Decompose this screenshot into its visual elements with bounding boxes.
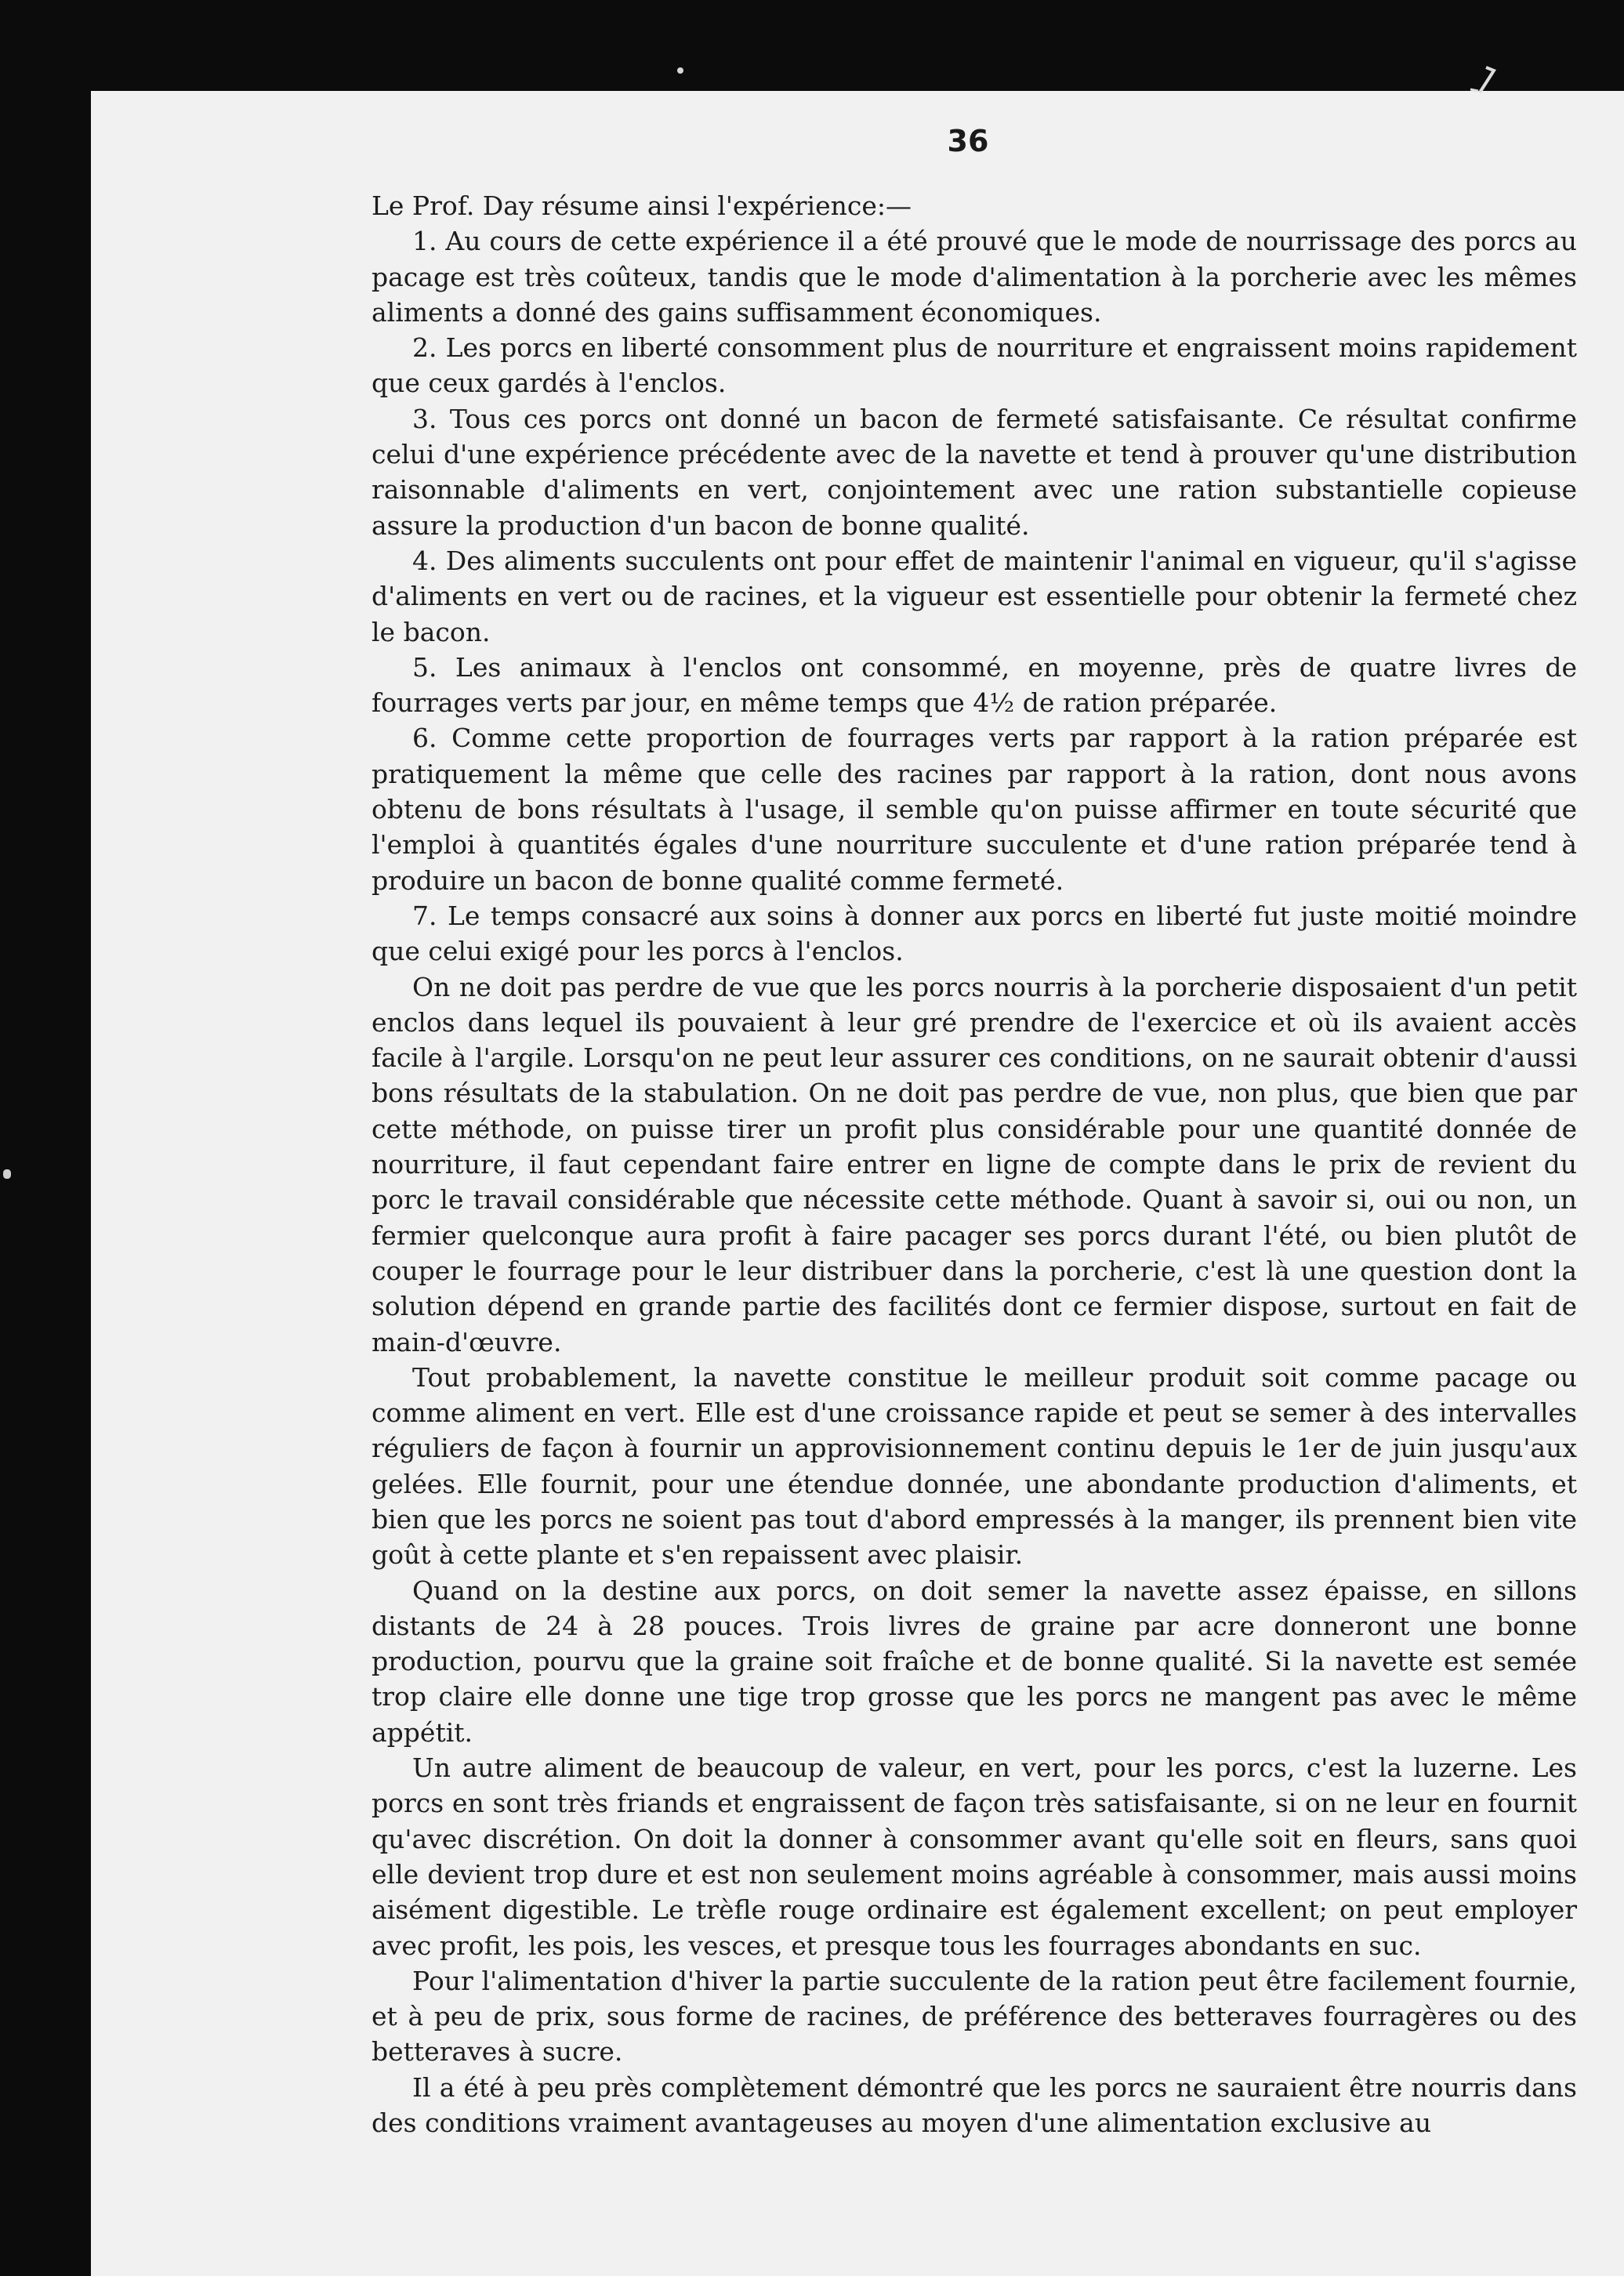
page-number: 36: [947, 124, 989, 158]
numbered-point: 6. Comme cette proportion de fourrages verts par rapport à la ration préparée est pratiquement la même que celle des racines par rapport à la ration, dont nous avons obtenu de bons résultats à l'usage, il semble qu'on puisse affirmer en toute sécurité que l'emploi à quantités égales d'une nourriture succulente et d'une ration préparée tend à produire un bacon de bonne qualité comme fermeté.: [372, 723, 1577, 896]
body-paragraph: Il a été à peu près complètement démontré que les porcs ne sauraient être nourris dans des conditions vraiment avantageuses au moyen d'une alimentation exclusive au: [372, 2071, 1577, 2139]
numbered-point: 3. Tous ces porcs ont donné un bacon de fermeté satisfaisante. Ce résultat confirme celui d'une expérience précédente avec de la navette et tend à prouver qu'une distribution raisonnable d'aliments en vert, conjointement avec une ration substantielle copieuse assure la production d'un bacon de bonne qualité.: [372, 403, 1577, 541]
intro-line: Le Prof. Day résume ainsi l'expérience:—: [372, 190, 912, 221]
scan-edge-speck: [3, 1169, 11, 1179]
body-paragraph: Tout probablement, la navette constitue le meilleur produit soit comme pacage ou comme aliment en vert. Elle est d'une croissance rapide et peut se semer à des intervalles réguliers de façon à fournir un approvisionnement continu depuis le 1er de juin jusqu'aux gelées. Elle fournit, pour une étendue donnée, une abondante production d'aliments, et bien que les porcs ne soient pas tout d'abord empressés à la manger, ils prennent bien vite goût à cette plante et s'en repaissent avec plaisir.: [372, 1361, 1577, 1571]
body-paragraph: Pour l'alimentation d'hiver la partie succulente de la ration peut être facilement fournie, et à peu de prix, sous forme de racines, de préférence des betteraves fourragères ou des betteraves à sucre.: [372, 1965, 1577, 2068]
numbered-point: 7. Le temps consacré aux soins à donner aux porcs en liberté fut juste moitié moindre que celui exigé pour les porcs à l'enclos.: [372, 900, 1577, 967]
page-text: [372, 188, 1577, 2140]
numbered-point: 2. Les porcs en liberté consomment plus de nourriture et engraissent moins rapidement que ceux gardés à l'enclos.: [372, 332, 1577, 399]
scan-speck: [677, 67, 683, 74]
body-paragraph: Quand on la destine aux porcs, on doit semer la navette assez épaisse, en sillons distants de 24 à 28 pouces. Trois livres de graine par acre donneront une bonne production, pourvu que la graine soit fraîche et de bonne qualité. Si la navette est semée trop claire elle donne une tige trop grosse que les porcs ne mangent pas avec le même appétit.: [372, 1575, 1577, 1748]
body-paragraph: Un autre aliment de beaucoup de valeur, en vert, pour les porcs, c'est la luzerne. Les porcs en sont très friands et engraissent de façon très satisfaisante, si on ne leur en fournit qu'avec discrétion. On doit la donner à consommer avant qu'elle soit en fleurs, sans quoi elle devient trop dure et est non seulement moins agréable à consommer, mais aussi moins aisément digestible. Le trèfle rouge ordinaire est également excellent; on peut employer avec profit, les pois, les vesces, et presque tous les fourrages abondants en suc.: [372, 1752, 1577, 1961]
numbered-point: 1. Au cours de cette expérience il a été prouvé que le mode de nourrissage des porcs au pacage est très coûteux, tandis que le mode d'alimentation à la porcherie avec les mêmes aliments a donné des gains suffisamment économiques.: [372, 226, 1577, 328]
numbered-point: 4. Des aliments succulents ont pour effet de maintenir l'animal en vigueur, qu'il s'agisse d'aliments en vert ou de racines, et la vigueur est essentielle pour obtenir la fermeté chez le bacon.: [372, 545, 1577, 647]
scan-corner-mark: [1463, 66, 1497, 94]
body-paragraph: On ne doit pas perdre de vue que les porcs nourris à la porcherie disposaient d'un petit enclos dans lequel ils pouvaient à leur gré prendre de l'exercice et où ils avaient accès facile à l'argile. Lorsqu'on ne peut leur assurer ces conditions, on ne saurait obtenir d'aussi bons résultats de la stabulation. On ne doit pas perdre de vue, non plus, que bien que par cette méthode, on puisse tirer un profit plus considérable pour une quantité donnée de nourriture, il faut cependant faire entrer en ligne de compte dans le prix de revient du porc le travail considérable que nécessite cette méthode. Quant à savoir si, oui ou non, un fermier quelconque aura profit à faire pacager ses porcs durant l'été, ou bien plutôt de couper le fourrage pour le leur distribuer dans la porcherie, c'est là une question dont la solution dépend en grande partie des facilités dont ce fermier dispose, surtout en fait de main-d'œuvre.: [372, 971, 1577, 1357]
numbered-point: 5. Les animaux à l'enclos ont consommé, en moyenne, près de quatre livres de fourrages verts par jour, en même temps que 4½ de ration préparée.: [372, 651, 1577, 719]
